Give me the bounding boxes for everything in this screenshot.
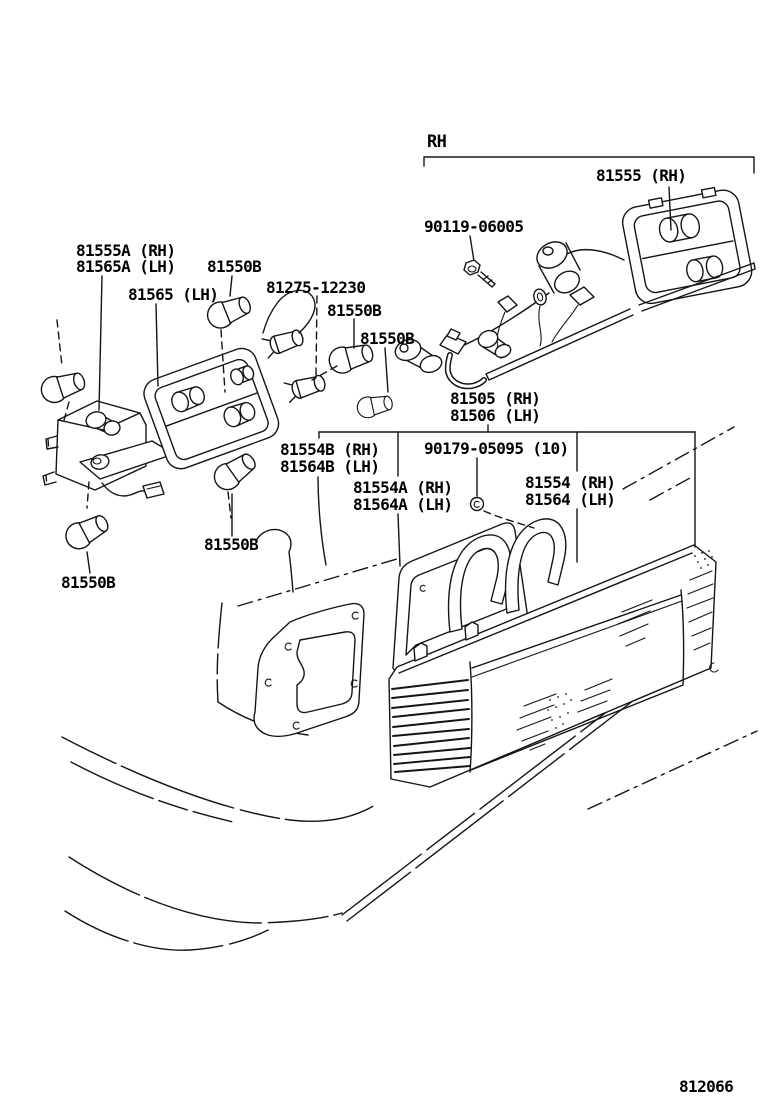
label-81554: 81554 (RH) (525, 473, 616, 492)
trunk-corner (256, 529, 293, 592)
label-bulb-b: 81550B (327, 301, 382, 320)
body-curve-4 (65, 911, 268, 950)
label-90119: 90119-06005 (424, 217, 524, 236)
housing-tab-2 (702, 188, 716, 198)
plate-clip-2 (43, 472, 56, 485)
label-81555a: 81555A (RH) (76, 241, 176, 260)
label-81505: 81505 (RH) (450, 389, 541, 408)
label-81555: 81555 (RH) (596, 166, 687, 185)
harness-big-socket (532, 237, 583, 298)
housing-wire-1 (567, 250, 624, 260)
beltline-dash-1 (623, 427, 734, 489)
grommet-wire (539, 306, 541, 346)
screw-leader (470, 236, 474, 261)
label-90179: 90179-05095 (10) (424, 439, 569, 458)
plate-wire (102, 483, 145, 496)
label-81564b: 81564B (LH) (280, 457, 380, 476)
bulb-6 (61, 510, 112, 554)
label-81565: 81565 (LH) (128, 285, 219, 304)
beltline-dash-2 (650, 478, 690, 500)
plate-clip-1 (46, 436, 58, 449)
bulb-4 (355, 392, 394, 420)
label-rh: RH (427, 132, 447, 152)
screw-head (464, 260, 480, 275)
label-81564a: 81564A (LH) (353, 495, 453, 514)
label-bulb-c: 81550B (360, 329, 415, 348)
body-crease-dash (588, 731, 757, 809)
screw-shaft (478, 272, 495, 287)
panel-left-edge (217, 603, 222, 702)
leader-bulb-topleft (57, 320, 62, 366)
rh-bracket (424, 157, 754, 173)
bar-socket (476, 328, 513, 360)
leader-bulb4 (385, 348, 388, 392)
housing-outer (620, 187, 755, 306)
rh-bracket-line (424, 157, 754, 173)
washer-icon (471, 498, 484, 511)
label-81506: 81506 (LH) (450, 406, 541, 425)
socket-81275-a (262, 327, 305, 358)
lamp-gasket (254, 604, 364, 737)
body-curve-3 (69, 857, 342, 923)
label-81554b: 81554B (RH) (280, 440, 380, 459)
leader-bulb2 (230, 276, 232, 296)
leader-plate (99, 276, 102, 410)
plate-connector (143, 482, 164, 498)
label-bulb-a: 81550B (207, 257, 262, 276)
label-81565a: 81565A (LH) (76, 257, 176, 276)
relay-wire-2 (552, 305, 578, 342)
dash-bulb5 (228, 492, 231, 518)
relay-box-1 (498, 296, 517, 312)
panel-top-edge-dash (238, 559, 397, 606)
bulb-1 (38, 368, 88, 406)
label-81554a: 81554A (RH) (353, 478, 453, 497)
leader-bulb6 (87, 552, 90, 573)
body-curve-2 (71, 762, 247, 825)
gasket-outer (254, 604, 364, 737)
label-81275: 81275-12230 (266, 278, 366, 297)
housing-tab-1 (649, 198, 663, 208)
harness-bar-left (486, 309, 633, 380)
socket-81275-b (284, 372, 327, 402)
body-curve-1 (62, 737, 399, 821)
leader-81565 (156, 304, 158, 386)
leader-81275 (316, 296, 317, 376)
label-81564: 81564 (LH) (525, 490, 616, 509)
label-bulb-d: 81550B (204, 535, 259, 554)
figure-number: 812066 (679, 1077, 734, 1096)
screw-90119 (464, 236, 495, 287)
label-bulb-e: 81550B (61, 573, 116, 592)
